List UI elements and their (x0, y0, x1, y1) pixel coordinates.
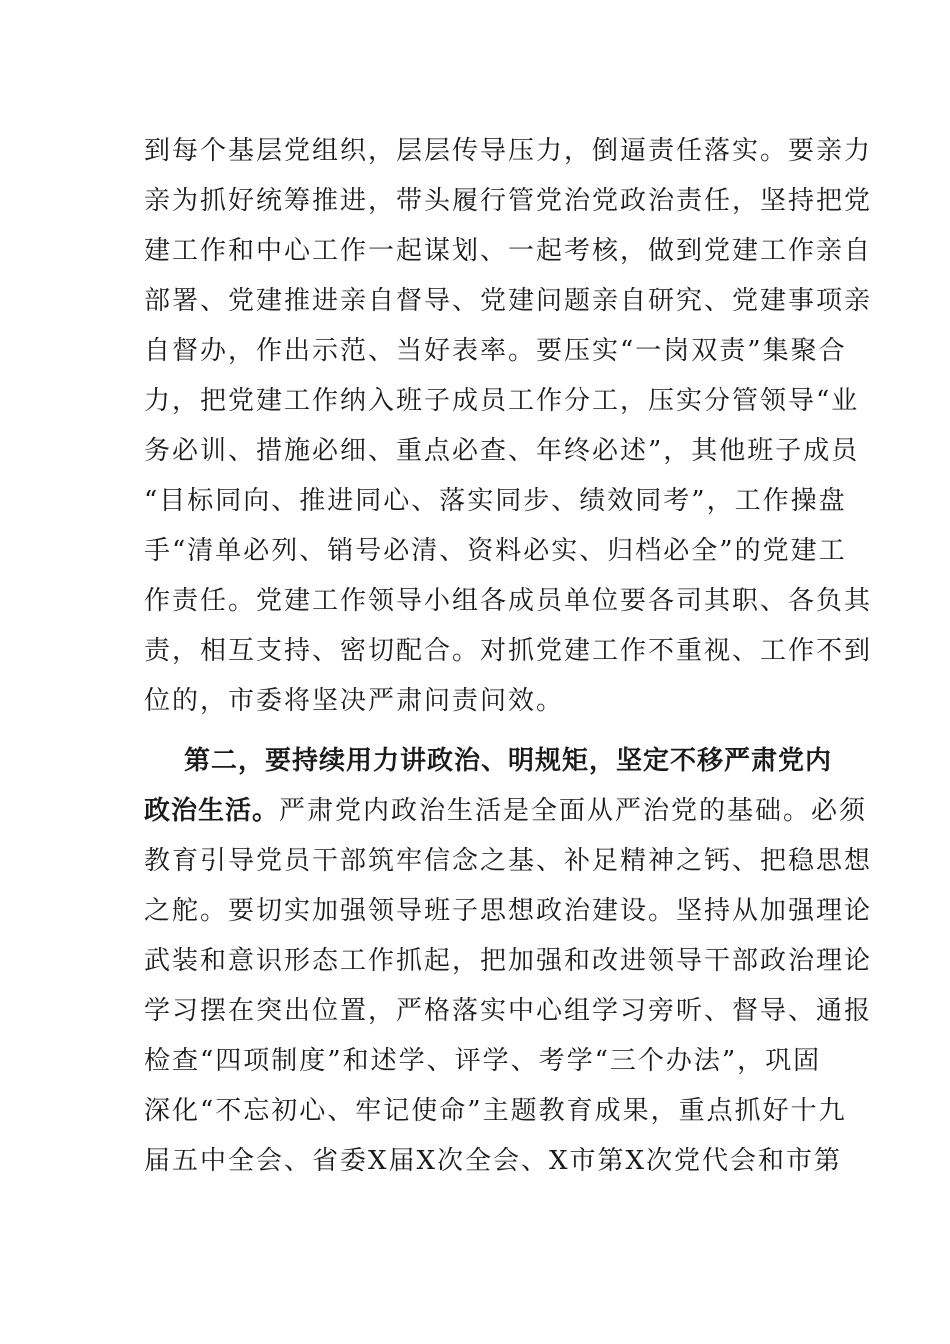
section-heading-end: 政治生活。 (144, 796, 280, 826)
paragraph-2-line: 届五中全会、省委X届X次全会、X市第X次党代会和市第 (144, 1146, 843, 1176)
paragraph-2-text: 严肃党内政治生活是全面从严治党的基础。必须 (279, 796, 868, 826)
paragraph-2-line: 之舵。要切实加强领导班子思想政治建设。坚持从加强理论 (144, 896, 873, 926)
paragraph-1-line: 作责任。党建工作领导小组各成员单位要各司其职、各负其 (144, 586, 873, 616)
paragraph-2-line: 教育引导党员干部筑牢信念之基、补足精神之钙、把稳思想 (144, 846, 873, 876)
paragraph-2-line: 检查“四项制度”和述学、评学、考学“三个办法”，巩固 (144, 1046, 822, 1076)
paragraph-1-line: 手“清单必列、销号必清、资料必实、归档必全”的党建工 (144, 536, 847, 566)
paragraph-2-line: 武装和意识形态工作抓起，把加强和改进领导干部政治理论 (144, 946, 873, 976)
paragraph-1-line: 力，把党建工作纳入班子成员工作分工，压实分管领导“业 (144, 386, 860, 416)
paragraph-1-line: 务必训、措施必细、重点必查、年终必述”，其他班子成员 (144, 436, 860, 466)
paragraph-1-line: 部署、党建推进亲自督导、党建问题亲自研究、党建事项亲 (144, 286, 873, 316)
paragraph-1-line: 位的，市委将坚决严肃问责问效。 (144, 686, 565, 716)
paragraph-1-line: “目标同向、推进同心、落实同步、绩效同考”，工作操盘 (144, 486, 847, 516)
section-heading: 第二，要持续用力讲政治、明规矩，坚定不移严肃党内 (184, 746, 833, 776)
paragraph-1-line: 自督办，作出示范、当好表率。要压实“一岗双责”集聚合 (144, 336, 847, 366)
paragraph-2-line (144, 786, 868, 836)
paragraph-1-line: 责，相互支持、密切配合。对抓党建工作不重视、工作不到 (144, 636, 873, 666)
paragraph-2-line: 学习摆在突出位置，严格落实中心组学习旁听、督导、通报 (144, 996, 873, 1026)
paragraph-1-line: 到每个基层党组织，层层传导压力，倒逼责任落实。要亲力 (144, 136, 873, 166)
paragraph-2-line: 深化“不忘初心、牢记使命”主题教育成果，重点抓好十九 (144, 1096, 847, 1126)
paragraph-1-line: 亲为抓好统筹推进，带头履行管党治党政治责任，坚持把党 (144, 186, 873, 216)
paragraph-1-line: 建工作和中心工作一起谋划、一起考核，做到党建工作亲自 (144, 236, 873, 266)
